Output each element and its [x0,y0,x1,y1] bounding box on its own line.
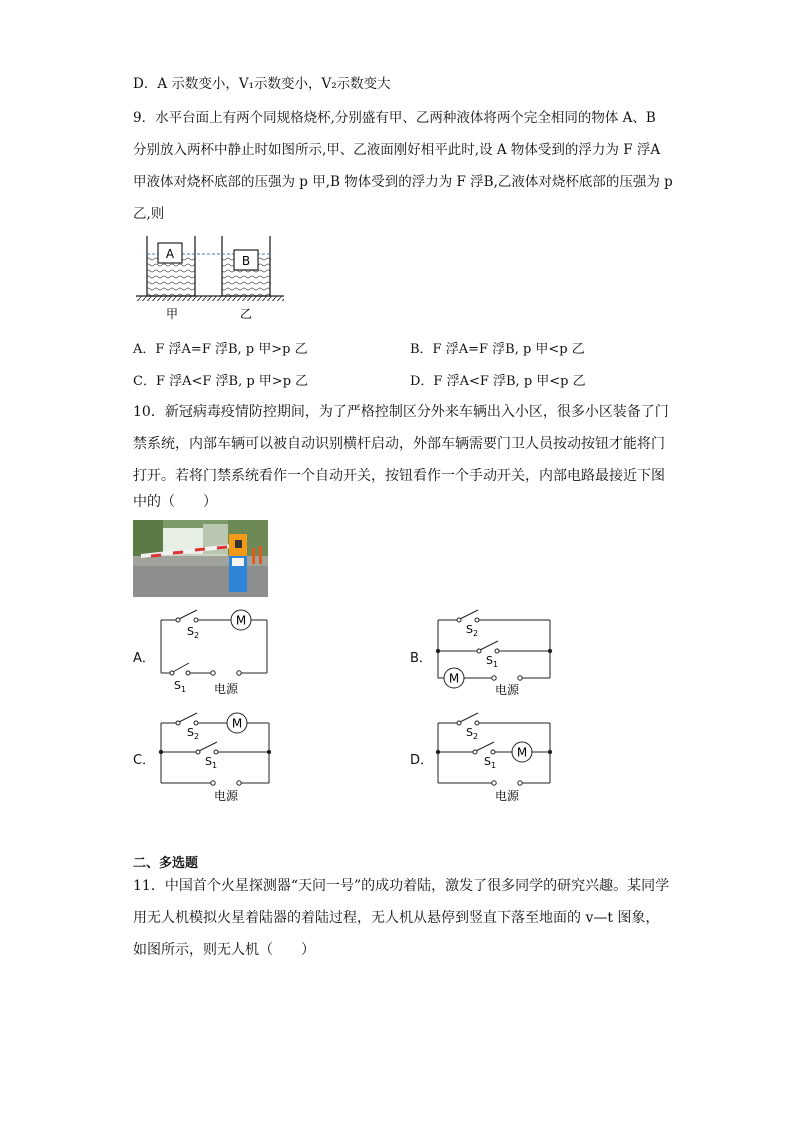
q9-line-4: 乙,则 [133,206,165,222]
q9-option-b[interactable]: B．F 浮A=F 浮B, p 甲<p 乙 [410,342,585,357]
q9-beaker-figure [130,232,290,324]
battery-icon [492,676,496,680]
q11-line-1: 11．中国首个火星探测器“天问一号”的成功着陆，激发了很多同学的研究兴趣。某同学 [133,878,670,894]
svg-text:M: M [516,745,528,760]
q10-line-3: 打开。若将门禁系统看作一个自动开关，按钮看作一个手动开关，内部电路最接近下图 [133,468,665,484]
q10-option-b-letter[interactable]: B． [410,651,432,666]
ground-hatch [136,296,284,301]
section-title-multiple-choice: 二、多选题 [133,856,199,871]
label-yi: 乙 [239,307,253,321]
svg-text:S1: $S_1$ [486,654,499,669]
label-jia: 甲 [165,307,179,321]
svg-text:电源: 电源 [213,789,239,803]
svg-text:S2: $S_2$ [187,625,200,640]
gate-barrier-photo [133,520,268,597]
q9-line-2: 分别放入两杯中静止时如图所示,甲、乙液面刚好相平此时,设 A 物体受到的浮力为 F 浮A [133,142,661,158]
q10-option-d-letter[interactable]: D． [410,753,434,768]
svg-text:S2: $S_2$ [187,726,200,741]
svg-text:S1: $S_1$ [174,679,187,694]
q9-line-1: 9．水平台面上有两个同规格烧杯,分别盛有甲、乙两种液体将两个完全相同的物体 A、B [133,110,656,126]
svg-text:S2: $S_2$ [466,623,479,638]
q11-line-2: 用无人机模拟火星着陆器的着陆过程，无人机从悬停到竖直下落至地面的 v—t 图象， [133,910,660,926]
svg-text:电源: 电源 [494,683,520,697]
q9-line-3: 甲液体对烧杯底部的压强为 p 甲,B 物体受到的浮力为 F 浮B,乙液体对烧杯底部的压强为 p [133,174,673,190]
q9-option-c[interactable]: C．F 浮A<F 浮B, p 甲>p 乙 [133,374,309,389]
svg-text:电源: 电源 [494,789,520,803]
q10-option-c-letter[interactable]: C． [133,753,156,768]
block-a-label: A [165,247,175,261]
q11-line-3: 如图所示，则无人机（ ） [133,942,315,958]
svg-text:M: M [231,716,243,731]
battery-icon [211,781,215,785]
block-b-label: B [241,254,251,268]
q10-option-a-letter[interactable]: A． [133,651,155,666]
svg-text:S2: $S_2$ [466,726,479,741]
q10-line-1: 10．新冠病毒疫情防控期间，为了严格控制区分外来车辆出入小区，很多小区装备了门 [133,404,669,420]
q10-line-2: 禁系统，内部车辆可以被自动识别横杆启动，外部车辆需要门卫人员按动按钮才能将门 [133,436,665,452]
svg-text:S1: $S_1$ [205,755,218,770]
svg-text:S1: $S_1$ [484,755,497,770]
q9-option-d[interactable]: D．F 浮A<F 浮B, p 甲<p 乙 [410,374,586,389]
battery-icon [492,781,496,785]
q9-option-a[interactable]: A．F 浮A=F 浮B, p 甲>p 乙 [133,342,308,357]
svg-text:M: M [235,613,247,628]
q8-option-d: D．A 示数变小，V₁示数变小，V₂示数变大 [133,76,391,92]
circuit-b [432,605,557,697]
circuit-c [155,708,280,804]
circuit-d [432,708,557,804]
q10-line-4: 中的（ ） [133,494,217,510]
svg-text:电源: 电源 [213,682,239,696]
battery-icon [211,671,215,675]
circuit-a [155,605,275,697]
svg-text:M: M [448,671,460,686]
